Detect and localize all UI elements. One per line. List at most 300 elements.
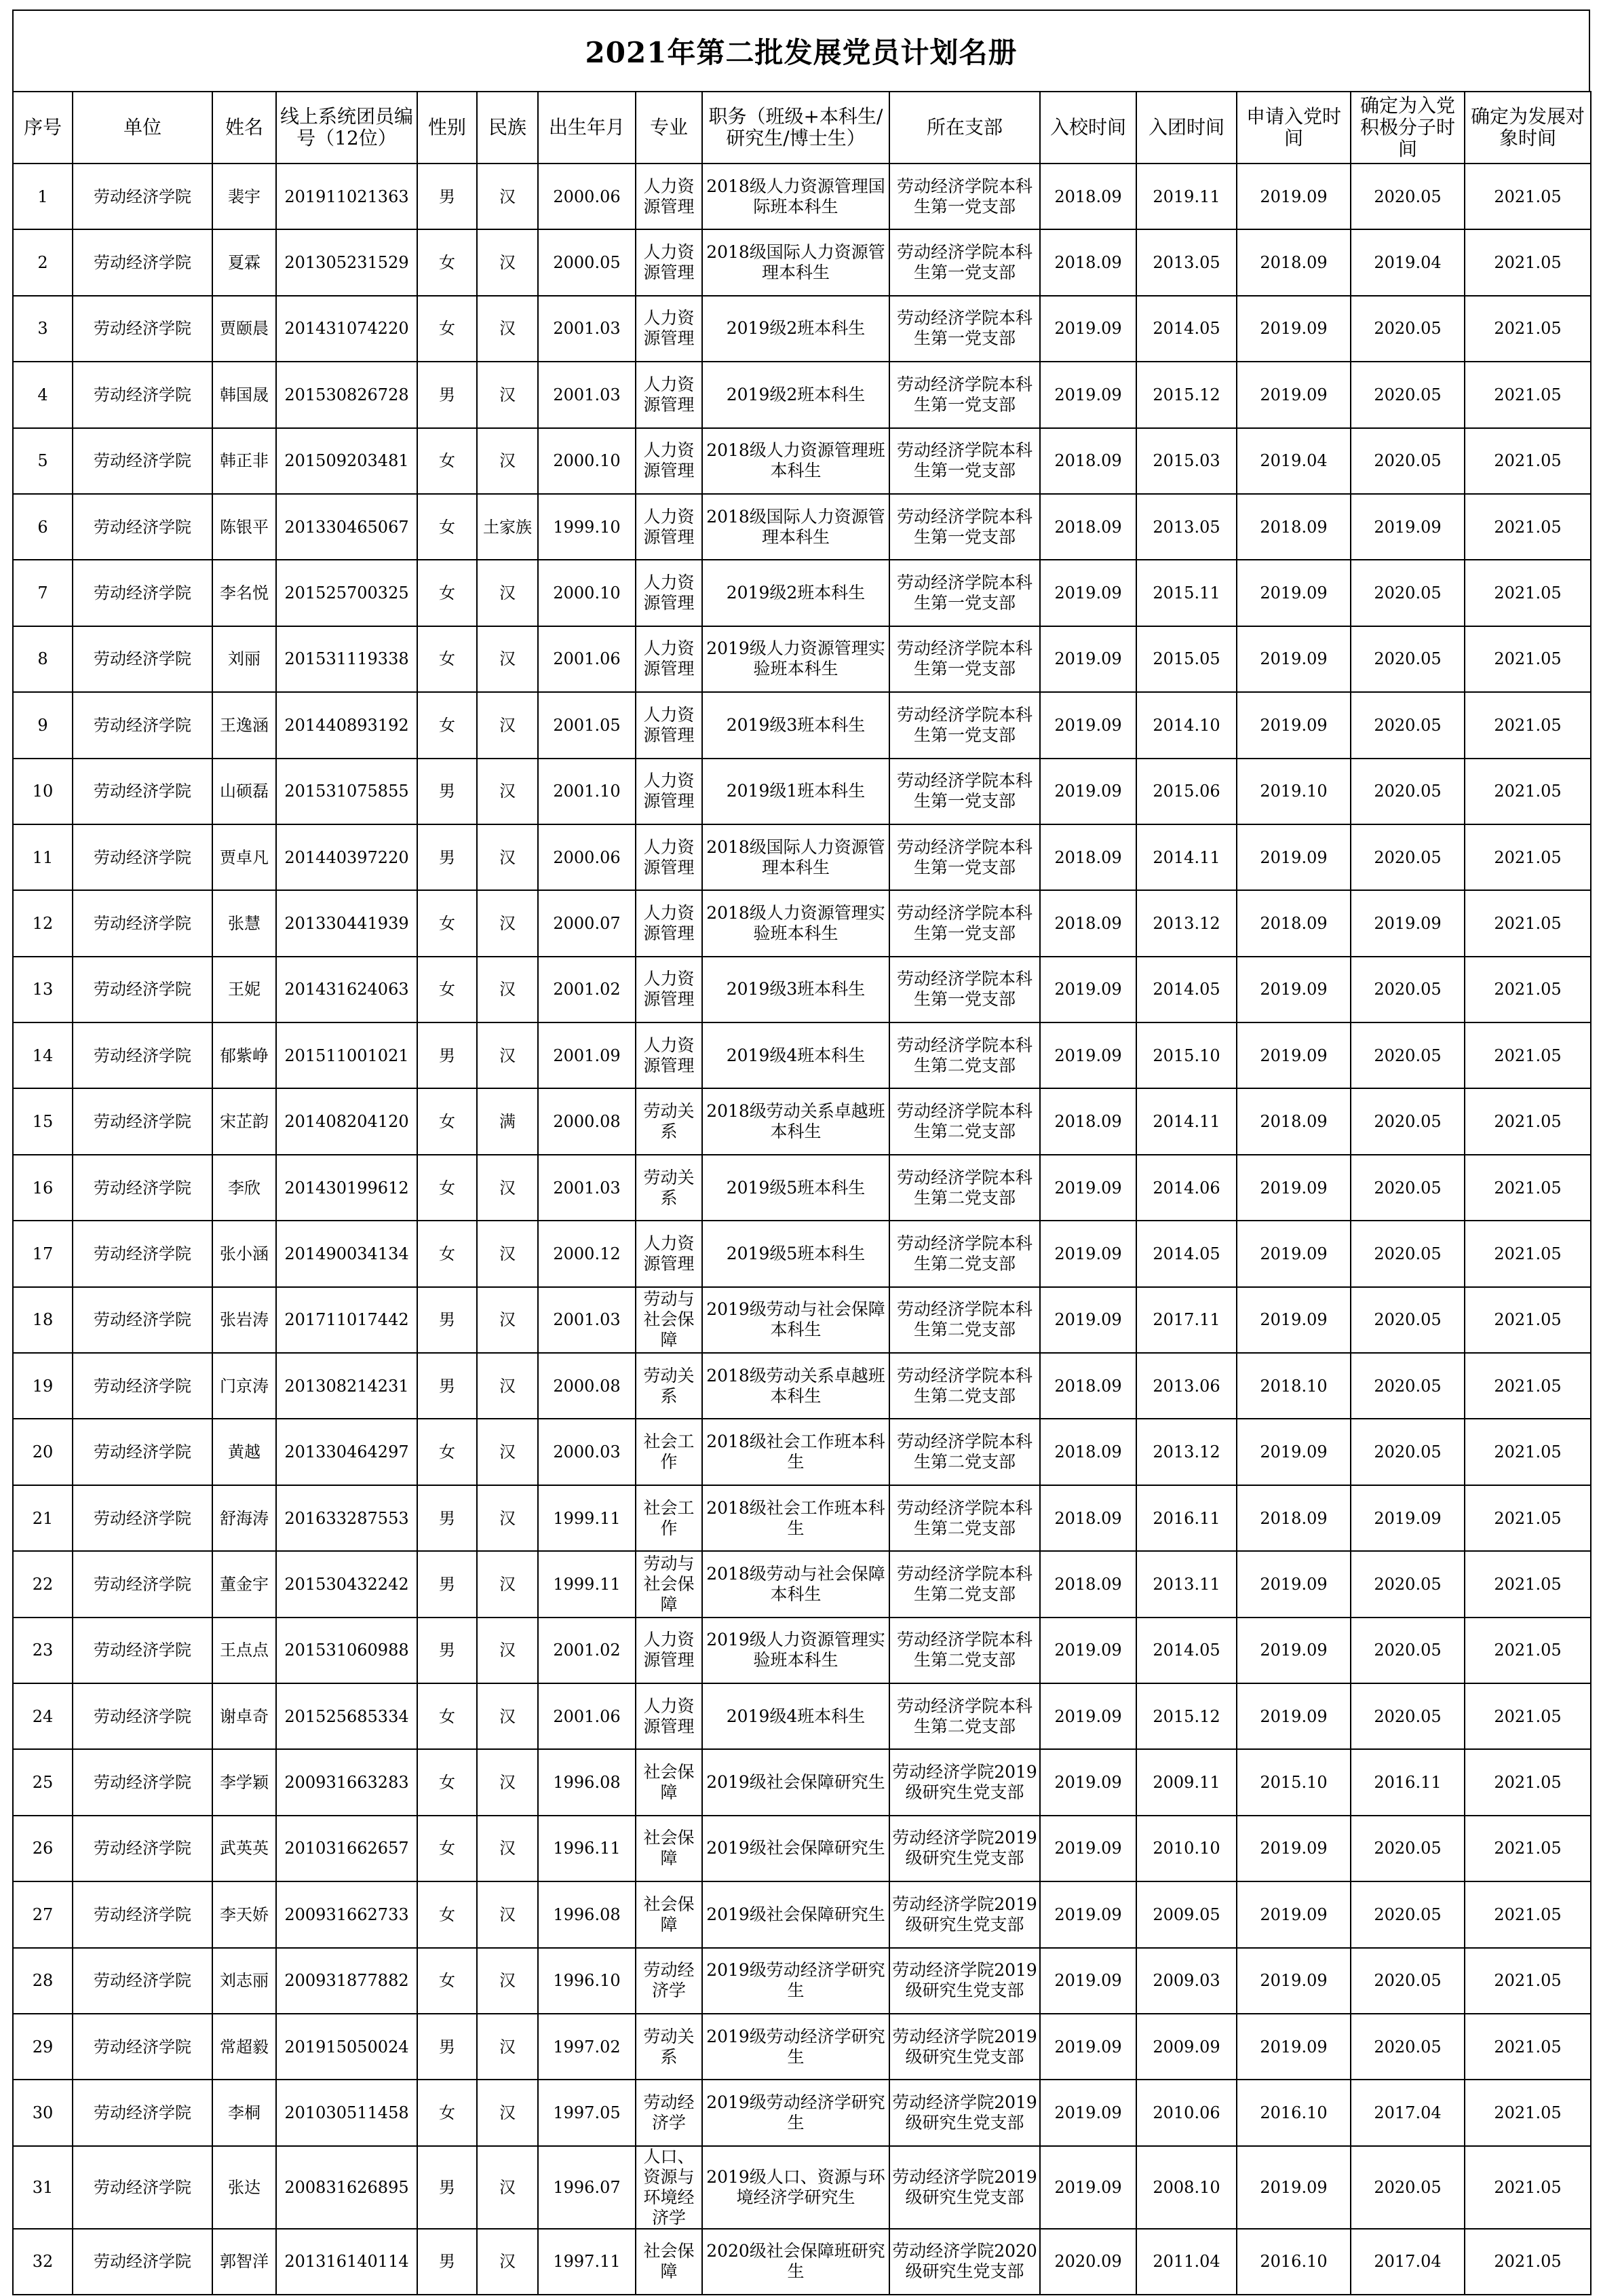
cell-unit: 劳动经济学院	[73, 1287, 212, 1353]
cell-branch: 劳动经济学院本科生第一党支部	[889, 957, 1040, 1022]
table-row	[13, 957, 1591, 1022]
cell-league-join-date: 2013.11	[1136, 1551, 1237, 1617]
header-unit: 单位	[73, 92, 212, 164]
cell-activist-date: 2020.05	[1351, 1221, 1465, 1286]
header-activist-date: 确定为入党积极分子时间	[1351, 92, 1465, 164]
cell-apply-date: 2019.09	[1237, 1618, 1351, 1683]
cell-branch: 劳动经济学院本科生第一党支部	[889, 428, 1040, 494]
cell-birth-date: 2001.09	[538, 1022, 636, 1088]
cell-position: 2018级社会工作班本科生	[702, 1485, 889, 1551]
cell-league-id: 201531119338	[276, 626, 417, 692]
cell-seq: 22	[13, 1551, 73, 1617]
cell-enroll-date: 2019.09	[1040, 957, 1136, 1022]
cell-name: 常超毅	[212, 2014, 276, 2080]
cell-position: 2019级2班本科生	[702, 362, 889, 427]
cell-position: 2018级人力资源管理国际班本科生	[702, 164, 889, 229]
cell-ethnicity: 汉	[477, 626, 538, 692]
cell-unit: 劳动经济学院	[73, 1816, 212, 1881]
cell-ethnicity: 汉	[477, 2146, 538, 2229]
cell-league-id: 201408204120	[276, 1088, 417, 1154]
cell-seq: 16	[13, 1155, 73, 1221]
cell-name: 韩国晟	[212, 362, 276, 427]
cell-gender: 女	[417, 1749, 477, 1815]
cell-unit: 劳动经济学院	[73, 957, 212, 1022]
cell-unit: 劳动经济学院	[73, 164, 212, 229]
cell-gender: 男	[417, 2146, 477, 2229]
cell-major: 人力资源管理	[636, 1618, 702, 1683]
cell-unit: 劳动经济学院	[73, 1618, 212, 1683]
cell-branch: 劳动经济学院2019级研究生党支部	[889, 2146, 1040, 2229]
cell-league-join-date: 2014.05	[1136, 957, 1237, 1022]
cell-league-join-date: 2009.05	[1136, 1881, 1237, 1947]
table-row	[13, 229, 1591, 295]
cell-enroll-date: 2018.09	[1040, 1088, 1136, 1154]
cell-ethnicity: 汉	[477, 1221, 538, 1286]
cell-position: 2019级劳动经济学研究生	[702, 1948, 889, 2014]
cell-birth-date: 2000.08	[538, 1353, 636, 1419]
table-row	[13, 494, 1591, 560]
cell-birth-date: 2001.06	[538, 1683, 636, 1749]
cell-branch: 劳动经济学院本科生第一党支部	[889, 824, 1040, 890]
cell-unit: 劳动经济学院	[73, 2146, 212, 2229]
cell-major: 人力资源管理	[636, 890, 702, 956]
cell-league-id: 201431074220	[276, 296, 417, 362]
cell-branch: 劳动经济学院本科生第二党支部	[889, 1287, 1040, 1353]
cell-league-id: 201305231529	[276, 229, 417, 295]
cell-birth-date: 2000.07	[538, 890, 636, 956]
cell-name: 夏霖	[212, 229, 276, 295]
cell-name: 董金宇	[212, 1551, 276, 1617]
cell-enroll-date: 2019.09	[1040, 296, 1136, 362]
cell-enroll-date: 2019.09	[1040, 2014, 1136, 2080]
cell-major: 人力资源管理	[636, 759, 702, 824]
cell-league-join-date: 2008.10	[1136, 2146, 1237, 2229]
cell-candidate-date: 2021.05	[1465, 1881, 1591, 1947]
cell-position: 2019级劳动与社会保障本科生	[702, 1287, 889, 1353]
cell-ethnicity: 汉	[477, 1881, 538, 1947]
cell-birth-date: 2001.03	[538, 362, 636, 427]
cell-birth-date: 2000.10	[538, 428, 636, 494]
cell-ethnicity: 汉	[477, 2229, 538, 2295]
cell-branch: 劳动经济学院2019级研究生党支部	[889, 1881, 1040, 1947]
cell-ethnicity: 汉	[477, 759, 538, 824]
cell-ethnicity: 汉	[477, 229, 538, 295]
cell-candidate-date: 2021.05	[1465, 560, 1591, 626]
cell-activist-date: 2019.09	[1351, 1485, 1465, 1551]
cell-ethnicity: 满	[477, 1088, 538, 1154]
header-gender: 性别	[417, 92, 477, 164]
cell-unit: 劳动经济学院	[73, 759, 212, 824]
cell-name: 张达	[212, 2146, 276, 2229]
cell-position: 2018级劳动与社会保障本科生	[702, 1551, 889, 1617]
cell-enroll-date: 2019.09	[1040, 1618, 1136, 1683]
cell-candidate-date: 2021.05	[1465, 824, 1591, 890]
cell-gender: 男	[417, 1485, 477, 1551]
cell-major: 人力资源管理	[636, 824, 702, 890]
cell-name: 武英英	[212, 1816, 276, 1881]
cell-unit: 劳动经济学院	[73, 1419, 212, 1485]
cell-birth-date: 1996.11	[538, 1816, 636, 1881]
cell-league-join-date: 2019.11	[1136, 164, 1237, 229]
cell-seq: 12	[13, 890, 73, 956]
cell-league-id: 201440893192	[276, 692, 417, 758]
cell-seq: 29	[13, 2014, 73, 2080]
table-row	[13, 1881, 1591, 1947]
cell-league-id: 201911021363	[276, 164, 417, 229]
cell-ethnicity: 汉	[477, 1419, 538, 1485]
cell-birth-date: 2001.02	[538, 957, 636, 1022]
cell-league-join-date: 2017.11	[1136, 1287, 1237, 1353]
cell-activist-date: 2020.05	[1351, 1551, 1465, 1617]
cell-ethnicity: 汉	[477, 1551, 538, 1617]
cell-league-id: 200931662733	[276, 1881, 417, 1947]
cell-league-join-date: 2016.11	[1136, 1485, 1237, 1551]
cell-enroll-date: 2018.09	[1040, 824, 1136, 890]
cell-enroll-date: 2019.09	[1040, 1221, 1136, 1286]
cell-enroll-date: 2019.09	[1040, 2080, 1136, 2145]
cell-branch: 劳动经济学院本科生第二党支部	[889, 1683, 1040, 1749]
header-major: 专业	[636, 92, 702, 164]
cell-apply-date: 2016.10	[1237, 2229, 1351, 2295]
cell-seq: 19	[13, 1353, 73, 1419]
cell-league-id: 201030511458	[276, 2080, 417, 2145]
header-seq: 序号	[13, 92, 73, 164]
cell-activist-date: 2020.05	[1351, 2146, 1465, 2229]
cell-major: 人力资源管理	[636, 362, 702, 427]
cell-major: 社会保障	[636, 1816, 702, 1881]
cell-name: 张岩涛	[212, 1287, 276, 1353]
cell-branch: 劳动经济学院本科生第一党支部	[889, 229, 1040, 295]
cell-activist-date: 2020.05	[1351, 2014, 1465, 2080]
cell-unit: 劳动经济学院	[73, 2014, 212, 2080]
cell-major: 人力资源管理	[636, 296, 702, 362]
cell-ethnicity: 汉	[477, 296, 538, 362]
cell-major: 劳动与社会保障	[636, 1287, 702, 1353]
cell-birth-date: 1999.11	[538, 1485, 636, 1551]
cell-gender: 男	[417, 824, 477, 890]
cell-gender: 男	[417, 1022, 477, 1088]
table-row	[13, 296, 1591, 362]
cell-apply-date: 2019.10	[1237, 759, 1351, 824]
cell-branch: 劳动经济学院2019级研究生党支部	[889, 1816, 1040, 1881]
cell-seq: 18	[13, 1287, 73, 1353]
cell-major: 人力资源管理	[636, 626, 702, 692]
cell-league-join-date: 2013.12	[1136, 890, 1237, 956]
table-body	[13, 164, 1591, 2295]
cell-unit: 劳动经济学院	[73, 362, 212, 427]
table-row	[13, 1749, 1591, 1815]
table-row	[13, 692, 1591, 758]
cell-activist-date: 2020.05	[1351, 1353, 1465, 1419]
cell-league-id: 201430199612	[276, 1155, 417, 1221]
cell-unit: 劳动经济学院	[73, 1022, 212, 1088]
header-league-join-date: 入团时间	[1136, 92, 1237, 164]
cell-league-id: 201633287553	[276, 1485, 417, 1551]
cell-ethnicity: 土家族	[477, 494, 538, 560]
cell-unit: 劳动经济学院	[73, 890, 212, 956]
cell-name: 刘志丽	[212, 1948, 276, 2014]
cell-birth-date: 2000.12	[538, 1221, 636, 1286]
cell-activist-date: 2020.05	[1351, 1618, 1465, 1683]
cell-name: 李名悦	[212, 560, 276, 626]
cell-enroll-date: 2019.09	[1040, 759, 1136, 824]
cell-birth-date: 1996.08	[538, 1881, 636, 1947]
cell-position: 2018级社会工作班本科生	[702, 1419, 889, 1485]
cell-apply-date: 2019.09	[1237, 2146, 1351, 2229]
cell-league-join-date: 2009.11	[1136, 1749, 1237, 1815]
cell-enroll-date: 2018.09	[1040, 494, 1136, 560]
cell-seq: 1	[13, 164, 73, 229]
cell-league-id: 201431624063	[276, 957, 417, 1022]
cell-league-id: 201316140114	[276, 2229, 417, 2295]
cell-birth-date: 1999.11	[538, 1551, 636, 1617]
cell-apply-date: 2019.04	[1237, 428, 1351, 494]
cell-candidate-date: 2021.05	[1465, 1618, 1591, 1683]
cell-gender: 男	[417, 362, 477, 427]
table-row	[13, 626, 1591, 692]
cell-name: 郁紫峥	[212, 1022, 276, 1088]
cell-apply-date: 2019.09	[1237, 164, 1351, 229]
cell-seq: 8	[13, 626, 73, 692]
cell-ethnicity: 汉	[477, 1155, 538, 1221]
cell-league-join-date: 2014.10	[1136, 692, 1237, 758]
header-name: 姓名	[212, 92, 276, 164]
cell-league-join-date: 2013.12	[1136, 1419, 1237, 1485]
cell-birth-date: 1996.08	[538, 1749, 636, 1815]
cell-league-join-date: 2015.11	[1136, 560, 1237, 626]
cell-gender: 女	[417, 296, 477, 362]
cell-unit: 劳动经济学院	[73, 1485, 212, 1551]
cell-ethnicity: 汉	[477, 1287, 538, 1353]
cell-seq: 25	[13, 1749, 73, 1815]
cell-position: 2019级2班本科生	[702, 560, 889, 626]
header-candidate-date: 确定为发展对象时间	[1465, 92, 1591, 164]
cell-activist-date: 2020.05	[1351, 626, 1465, 692]
table-row	[13, 428, 1591, 494]
cell-ethnicity: 汉	[477, 1948, 538, 2014]
table-row	[13, 759, 1591, 824]
cell-seq: 32	[13, 2229, 73, 2295]
cell-candidate-date: 2021.05	[1465, 1088, 1591, 1154]
cell-enroll-date: 2019.09	[1040, 1816, 1136, 1881]
cell-apply-date: 2018.09	[1237, 494, 1351, 560]
cell-seq: 24	[13, 1683, 73, 1749]
cell-gender: 女	[417, 692, 477, 758]
cell-birth-date: 2001.10	[538, 759, 636, 824]
cell-league-id: 201308214231	[276, 1353, 417, 1419]
cell-ethnicity: 汉	[477, 2080, 538, 2145]
cell-gender: 女	[417, 560, 477, 626]
cell-enroll-date: 2019.09	[1040, 1022, 1136, 1088]
cell-name: 李天娇	[212, 1881, 276, 1947]
cell-name: 宋芷韵	[212, 1088, 276, 1154]
cell-candidate-date: 2021.05	[1465, 1287, 1591, 1353]
cell-position: 2018级劳动关系卓越班本科生	[702, 1088, 889, 1154]
cell-branch: 劳动经济学院本科生第二党支部	[889, 1485, 1040, 1551]
cell-position: 2019级5班本科生	[702, 1155, 889, 1221]
cell-major: 人力资源管理	[636, 164, 702, 229]
table-row	[13, 1948, 1591, 2014]
cell-enroll-date: 2018.09	[1040, 1551, 1136, 1617]
header-ethnicity: 民族	[477, 92, 538, 164]
cell-gender: 女	[417, 1419, 477, 1485]
cell-branch: 劳动经济学院本科生第一党支部	[889, 692, 1040, 758]
cell-position: 2018级国际人力资源管理本科生	[702, 229, 889, 295]
cell-activist-date: 2020.05	[1351, 428, 1465, 494]
cell-apply-date: 2019.09	[1237, 1948, 1351, 2014]
cell-position: 2018级国际人力资源管理本科生	[702, 824, 889, 890]
cell-activist-date: 2020.05	[1351, 1816, 1465, 1881]
cell-enroll-date: 2018.09	[1040, 164, 1136, 229]
cell-major: 人力资源管理	[636, 692, 702, 758]
cell-birth-date: 2001.03	[538, 1155, 636, 1221]
cell-candidate-date: 2021.05	[1465, 2080, 1591, 2145]
cell-apply-date: 2018.09	[1237, 229, 1351, 295]
cell-ethnicity: 汉	[477, 957, 538, 1022]
cell-gender: 男	[417, 1287, 477, 1353]
cell-branch: 劳动经济学院2019级研究生党支部	[889, 2080, 1040, 2145]
cell-branch: 劳动经济学院本科生第二党支部	[889, 1353, 1040, 1419]
cell-position: 2019级社会保障研究生	[702, 1881, 889, 1947]
cell-birth-date: 1997.05	[538, 2080, 636, 2145]
cell-apply-date: 2016.10	[1237, 2080, 1351, 2145]
cell-activist-date: 2019.04	[1351, 229, 1465, 295]
cell-candidate-date: 2021.05	[1465, 890, 1591, 956]
cell-birth-date: 1997.11	[538, 2229, 636, 2295]
table-row	[13, 1551, 1591, 1617]
cell-candidate-date: 2021.05	[1465, 1221, 1591, 1286]
document-title: 2021年第二批发展党员计划名册	[12, 9, 1590, 91]
cell-league-id: 201525685334	[276, 1683, 417, 1749]
cell-ethnicity: 汉	[477, 1353, 538, 1419]
cell-seq: 6	[13, 494, 73, 560]
cell-candidate-date: 2021.05	[1465, 1155, 1591, 1221]
cell-birth-date: 2000.03	[538, 1419, 636, 1485]
cell-position: 2019级人力资源管理实验班本科生	[702, 626, 889, 692]
cell-enroll-date: 2019.09	[1040, 1749, 1136, 1815]
cell-unit: 劳动经济学院	[73, 1683, 212, 1749]
cell-position: 2019级人力资源管理实验班本科生	[702, 1618, 889, 1683]
cell-candidate-date: 2021.05	[1465, 957, 1591, 1022]
cell-name: 刘丽	[212, 626, 276, 692]
cell-apply-date: 2019.09	[1237, 1816, 1351, 1881]
cell-branch: 劳动经济学院本科生第二党支部	[889, 1419, 1040, 1485]
cell-enroll-date: 2018.09	[1040, 1419, 1136, 1485]
cell-apply-date: 2019.09	[1237, 1022, 1351, 1088]
cell-branch: 劳动经济学院本科生第二党支部	[889, 1155, 1040, 1221]
cell-branch: 劳动经济学院本科生第一党支部	[889, 890, 1040, 956]
cell-apply-date: 2018.09	[1237, 890, 1351, 956]
cell-activist-date: 2020.05	[1351, 1287, 1465, 1353]
cell-enroll-date: 2018.09	[1040, 890, 1136, 956]
cell-branch: 劳动经济学院2019级研究生党支部	[889, 2014, 1040, 2080]
cell-candidate-date: 2021.05	[1465, 759, 1591, 824]
cell-major: 劳动经济学	[636, 1948, 702, 2014]
cell-branch: 劳动经济学院本科生第一党支部	[889, 296, 1040, 362]
cell-major: 人力资源管理	[636, 428, 702, 494]
cell-position: 2020级社会保障班研究生	[702, 2229, 889, 2295]
cell-ethnicity: 汉	[477, 2014, 538, 2080]
cell-name: 谢卓奇	[212, 1683, 276, 1749]
cell-apply-date: 2019.09	[1237, 1221, 1351, 1286]
cell-enroll-date: 2019.09	[1040, 560, 1136, 626]
cell-ethnicity: 汉	[477, 890, 538, 956]
cell-gender: 男	[417, 1551, 477, 1617]
cell-unit: 劳动经济学院	[73, 1221, 212, 1286]
cell-league-join-date: 2015.06	[1136, 759, 1237, 824]
cell-candidate-date: 2021.05	[1465, 1485, 1591, 1551]
cell-major: 劳动关系	[636, 1155, 702, 1221]
cell-apply-date: 2019.09	[1237, 626, 1351, 692]
cell-unit: 劳动经济学院	[73, 1749, 212, 1815]
cell-gender: 男	[417, 759, 477, 824]
cell-birth-date: 1996.07	[538, 2146, 636, 2229]
cell-enroll-date: 2020.09	[1040, 2229, 1136, 2295]
cell-name: 舒海涛	[212, 1485, 276, 1551]
cell-league-id: 201511001021	[276, 1022, 417, 1088]
cell-major: 人力资源管理	[636, 1221, 702, 1286]
cell-candidate-date: 2021.05	[1465, 1551, 1591, 1617]
cell-gender: 女	[417, 494, 477, 560]
cell-activist-date: 2020.05	[1351, 824, 1465, 890]
cell-branch: 劳动经济学院本科生第一党支部	[889, 560, 1040, 626]
cell-name: 李桐	[212, 2080, 276, 2145]
cell-position: 2019级劳动经济学研究生	[702, 2080, 889, 2145]
table-row	[13, 2146, 1591, 2229]
cell-league-join-date: 2010.10	[1136, 1816, 1237, 1881]
cell-major: 劳动经济学	[636, 2080, 702, 2145]
cell-unit: 劳动经济学院	[73, 824, 212, 890]
cell-seq: 20	[13, 1419, 73, 1485]
cell-gender: 女	[417, 1816, 477, 1881]
cell-apply-date: 2019.09	[1237, 560, 1351, 626]
cell-major: 人力资源管理	[636, 560, 702, 626]
cell-ethnicity: 汉	[477, 362, 538, 427]
cell-activist-date: 2020.05	[1351, 1419, 1465, 1485]
cell-unit: 劳动经济学院	[73, 1088, 212, 1154]
cell-apply-date: 2019.09	[1237, 1419, 1351, 1485]
cell-league-id: 201031662657	[276, 1816, 417, 1881]
cell-seq: 21	[13, 1485, 73, 1551]
cell-major: 社会工作	[636, 1419, 702, 1485]
cell-league-join-date: 2015.12	[1136, 362, 1237, 427]
cell-major: 人力资源管理	[636, 494, 702, 560]
cell-candidate-date: 2021.05	[1465, 2229, 1591, 2295]
table-row	[13, 2080, 1591, 2145]
cell-candidate-date: 2021.05	[1465, 428, 1591, 494]
cell-league-id: 201330441939	[276, 890, 417, 956]
table-row	[13, 1419, 1591, 1485]
cell-name: 张小涵	[212, 1221, 276, 1286]
cell-enroll-date: 2019.09	[1040, 1881, 1136, 1947]
cell-gender: 女	[417, 1948, 477, 2014]
table-row	[13, 1485, 1591, 1551]
table-row	[13, 1683, 1591, 1749]
cell-unit: 劳动经济学院	[73, 560, 212, 626]
cell-candidate-date: 2021.05	[1465, 229, 1591, 295]
cell-branch: 劳动经济学院本科生第一党支部	[889, 164, 1040, 229]
cell-major: 劳动与社会保障	[636, 1551, 702, 1617]
cell-activist-date: 2020.05	[1351, 1683, 1465, 1749]
cell-ethnicity: 汉	[477, 1816, 538, 1881]
cell-candidate-date: 2021.05	[1465, 164, 1591, 229]
cell-candidate-date: 2021.05	[1465, 1419, 1591, 1485]
cell-seq: 5	[13, 428, 73, 494]
cell-major: 人力资源管理	[636, 957, 702, 1022]
cell-name: 韩正非	[212, 428, 276, 494]
cell-name: 贾卓凡	[212, 824, 276, 890]
cell-branch: 劳动经济学院本科生第二党支部	[889, 1088, 1040, 1154]
